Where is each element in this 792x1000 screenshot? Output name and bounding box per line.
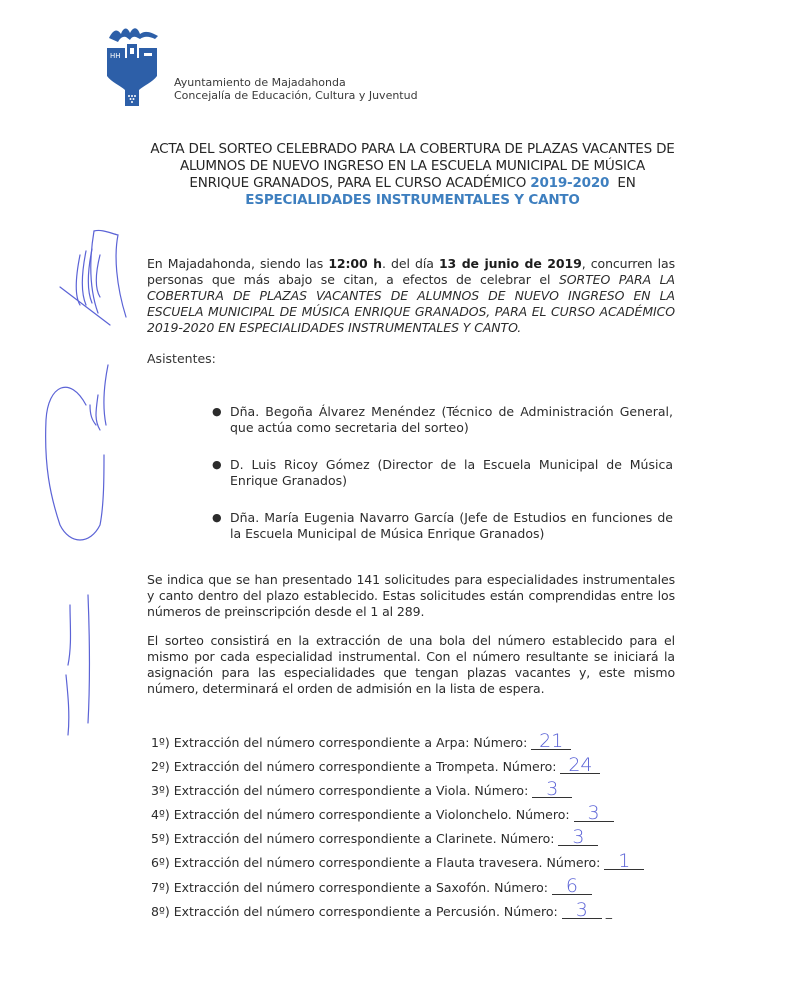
document-title	[140, 141, 685, 209]
title-line-3	[140, 175, 685, 192]
title-line-4: ESPECIALIDADES INSTRUMENTALES Y CANTO	[245, 192, 580, 208]
bullet-icon: ●	[212, 405, 222, 418]
applications-paragraph: Se indica que se han presentado 141 solicitudes para especialidades instrumentales y canto dentro del plazo establecido. Estas solicitudes están comprendidas entre los números de preinscripción desde el 1 al 289.	[147, 572, 675, 619]
handwritten-number: 3	[558, 829, 598, 846]
attendees-label: Asistentes:	[147, 351, 216, 366]
svg-text:HH: HH	[110, 52, 121, 60]
handwritten-number: 21	[531, 733, 571, 750]
extraction-label: 1º) Extracción del número correspondiente a Arpa: Número:	[151, 735, 532, 750]
title-line-1: ACTA DEL SORTEO CELEBRADO PARA LA COBERTURA DE PLAZAS VACANTES DE	[150, 141, 675, 157]
bullet-icon: ●	[212, 458, 222, 471]
intro-paragraph	[147, 256, 675, 336]
intro-text-2: . del día	[381, 256, 439, 271]
handwritten-number: 6	[552, 878, 592, 895]
extraction-item	[151, 754, 671, 781]
extraction-item	[151, 802, 671, 829]
draw-method-paragraph: El sorteo consistirá en la extracción de una bola del número establecido para el mismo por cada especialidad instrumental. Con el número resultante se iniciará la asignación para las especialidades que tengan plazas vacantes y, este mismo número, determinará el orden de admisión en la lista de espera.	[147, 633, 675, 696]
extraction-list	[151, 730, 671, 926]
handwritten-number: 1	[604, 853, 644, 870]
org-line-1: Ayuntamiento de Majadahonda	[174, 76, 346, 89]
organization-name	[174, 76, 418, 102]
signature-3	[66, 595, 90, 735]
coat-of-arms-logo	[103, 24, 161, 108]
signature-1	[60, 230, 126, 325]
extraction-label: 3º) Extracción del número correspondiente a Viola. Número:	[151, 783, 533, 799]
attendee-item	[212, 457, 673, 489]
intro-italic-subject: SORTEO PARA LA COBERTURA DE PLAZAS VACANTES DE ALUMNOS DE NUEVO INGRESO EN LA ESCUELA MUNICIPAL DE MÚSICA ENRIQUE GRANADOS, PARA EL CURSO ACADÉMICO 2019-2020 EN ESPECIALIDADES INSTRUMENTALES Y CANTO.	[147, 272, 675, 335]
academic-year: 2019-2020	[530, 175, 610, 191]
attendee-item	[212, 404, 673, 436]
extraction-label: 7º) Extracción del número correspondiente a Saxofón. Número:	[151, 879, 552, 895]
extraction-item	[151, 874, 671, 902]
extraction-label: 4º) Extracción del número correspondiente a Violonchelo. Número:	[151, 807, 574, 823]
intro-text-3: , concurren las personas que más abajo se citan, a efectos de celebrar el	[147, 256, 676, 287]
handwritten-number: 3	[562, 902, 602, 919]
signature-2	[46, 365, 108, 540]
extraction-label: 6º) Extracción del número correspondiente a Flauta travesera. Número:	[151, 855, 605, 871]
title-line-2: ALUMNOS DE NUEVO INGRESO EN LA ESCUELA MUNICIPAL DE MÚSICA	[179, 158, 646, 174]
extraction-item	[151, 850, 671, 877]
title-line-3-suffix: EN	[609, 175, 636, 191]
meeting-time: 12:00 h	[328, 256, 382, 271]
intro-text-1: En Majadahonda, siendo las	[147, 256, 329, 271]
handwritten-number: 3	[532, 781, 572, 798]
attendee-text: Dña. María Eugenia Navarro García (Jefe de Estudios en funciones de la Escuela Municipal de Música Enrique Granados)	[230, 510, 673, 541]
attendee-text: D. Luis Ricoy Gómez (Director de la Escuela Municipal de Música Enrique Granados)	[230, 457, 673, 488]
extraction-label: 5º) Extracción del número correspondiente a Clarinete. Número:	[151, 831, 559, 847]
title-line-3-prefix: ENRIQUE GRANADOS, PARA EL CURSO ACADÉMICO	[189, 175, 531, 191]
meeting-date: 13 de junio de 2019	[438, 256, 582, 271]
attendee-text: Dña. Begoña Álvarez Menéndez (Técnico de Administración General, que actúa como secretaria del sorteo)	[230, 404, 673, 435]
bullet-icon: ●	[212, 511, 222, 524]
handwritten-number: 3	[574, 805, 614, 822]
attendees-list	[212, 404, 673, 563]
handwritten-number: 24	[560, 757, 600, 774]
margin-signatures	[30, 225, 140, 765]
extraction-item: 8º) Extracción del número correspondiente a Percusión. Número: 3 _	[151, 898, 612, 921]
attendee-item	[212, 510, 673, 542]
extraction-label: 8º) Extracción del número correspondiente a Percusión. Número:	[151, 903, 562, 919]
extraction-item	[151, 730, 671, 757]
extraction-label: 2º) Extracción del número correspondiente a Trompeta. Número:	[151, 759, 561, 775]
extraction-item	[151, 826, 671, 853]
org-line-2: Concejalía de Educación, Cultura y Juventud	[174, 89, 418, 102]
